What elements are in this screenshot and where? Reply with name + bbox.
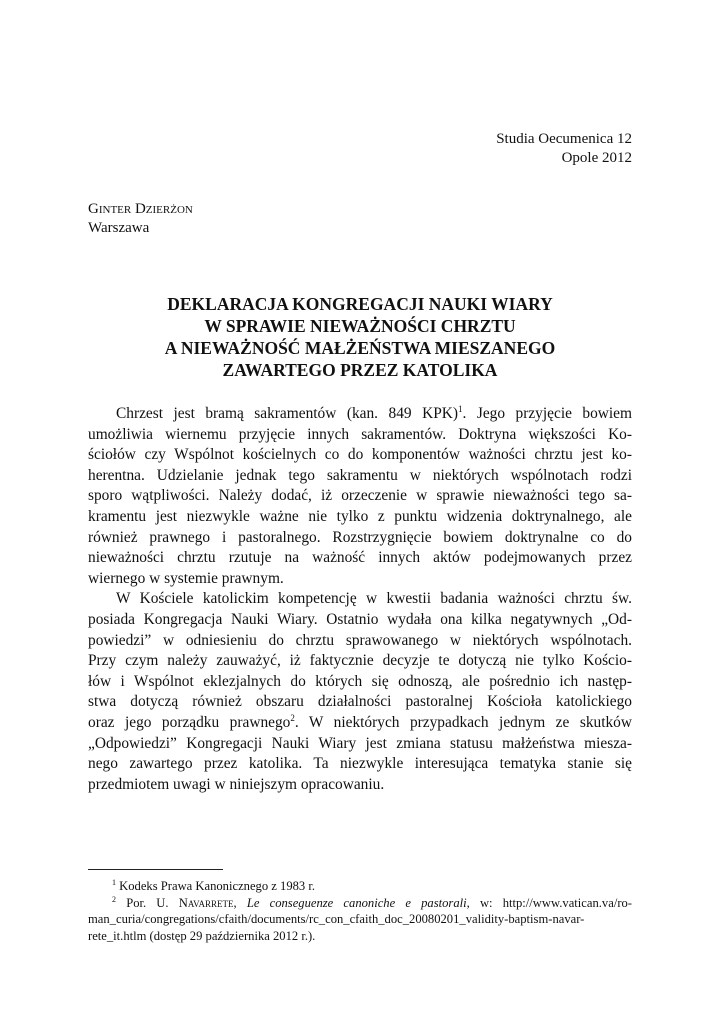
footnote-2-url[interactable]: man_curia/congregations/cfaith/documents/rc_con_cfaith_doc_20080201_validity-baptism-navar- — [88, 912, 585, 927]
footnote-ref[interactable]: 2 — [290, 712, 295, 723]
text-line: wiernego w systemie prawnym. — [88, 569, 284, 587]
text-line: powiedzi” w odniesieniu do chrztu sprawowanego w niektórych wspólnotach. — [88, 631, 632, 649]
footnote-ref[interactable]: 1 — [458, 403, 463, 414]
footnote-2-tail: rete_it.htlm (dostęp 29 października 2012 r.). — [88, 928, 316, 943]
title-line: ZAWARTEGO PRZEZ KATOLIKA — [222, 360, 498, 380]
text-line: przedmiotem uwagi w niniejszym opracowaniu. — [88, 775, 385, 793]
text-line: oraz jego porządku prawnego$^2$. W niektórych przypadkach jednym ze skutków — [88, 712, 632, 731]
footnote-1: $^1$ Kodeks Prawa Kanonicznego z 1983 r. — [112, 877, 316, 893]
footnote-link[interactable]: , w: http://www.vatican.va/ro- — [466, 895, 632, 910]
text-line: „Odpowiedzi” Kongregacji Nauki Wiary jest zmiana statusu małżeństwa miesza- — [88, 734, 632, 752]
text-line: sporo wątpliwości. Należy dodać, iż orzeczenie w sprawie nieważności tego sa- — [88, 487, 632, 505]
text-line: herentna. Udzielanie jednak tego sakramentu w niektórych wspólnotach rodzi — [88, 466, 632, 484]
text-line: nieważności chrztu rzutuje na ważność innych aktów podejmowanych przez — [88, 549, 632, 567]
text-line: również prawnego i pastoralnego. Rozstrzygnięcie bowiem doktrynalne co do — [88, 528, 632, 546]
text-line: nego zawartego przez katolika. Ta niezwykle interesująca tematyka stanie się — [88, 755, 632, 773]
paragraph-2 — [88, 589, 632, 795]
cited-author: Navarrete — [178, 895, 234, 910]
footnote-separator — [88, 869, 223, 870]
journal-info — [496, 130, 632, 168]
text-line: ściołów czy Wspólnot kościelnych co do komponentów ważności chrztu jest ko- — [88, 446, 632, 464]
text-line: posiada Kongregacja Nauki Wiary. Ostatnio wydała ona kilka negatywnych „Od- — [88, 610, 632, 628]
text-line: W Kościele katolickim kompetencję w kwestii badania ważności chrztu św. — [116, 590, 632, 608]
author-city: Warszawa — [88, 220, 150, 236]
text-line: Chrzest jest bramą sakramentów (kan. 849 KPK)$^1$. Jego przyjęcie bowiem — [116, 403, 632, 422]
journal-place-year: Opole 2012 — [561, 150, 632, 166]
text-line: kramentu jest niezwykle ważne nie tylko z punktu widzenia doktrynalnego, ale — [88, 507, 632, 525]
title-line: W SPRAWIE NIEWAŻNOŚCI CHRZTU — [204, 316, 516, 336]
footnote-2: $^2$ Por. U. Navarrete, Le conseguenze canoniche e pastorali, w: http://www.vatican.va/ro- — [112, 894, 632, 910]
article-body — [88, 404, 632, 795]
paragraph-1 — [88, 404, 632, 589]
cited-title: Le conseguenze canoniche e pastorali — [246, 895, 467, 910]
article-title — [88, 293, 632, 381]
footnotes — [88, 878, 632, 944]
footnote-number: 1 — [112, 877, 116, 887]
journal-name: Studia Oecumenica 12 — [496, 131, 632, 147]
text-line: umożliwia wiernemu przyjęcie innych sakramentów. Doktryna większości Ko- — [88, 425, 632, 443]
text-line: łów i Wspólnot eklezjalnych do których się odnoszą, ale pośrednio ich następ- — [88, 672, 632, 690]
author-name: Ginter Dzierżon — [88, 201, 193, 217]
title-line: DEKLARACJA KONGREGACJI NAUKI WIARY — [167, 294, 553, 314]
text-line: stwa dotyczą również obszaru działalności pastoralnej Kościoła katolickiego — [88, 693, 632, 711]
text-line: Przy czym należy zauważyć, iż faktycznie decyzje te dotyczą nie tylko Kościo- — [88, 652, 632, 670]
footnote-number: 2 — [112, 894, 116, 904]
title-line: A NIEWAŻNOŚĆ MAŁŻEŃSTWA MIESZANEGO — [164, 338, 556, 358]
author-block — [88, 200, 193, 238]
